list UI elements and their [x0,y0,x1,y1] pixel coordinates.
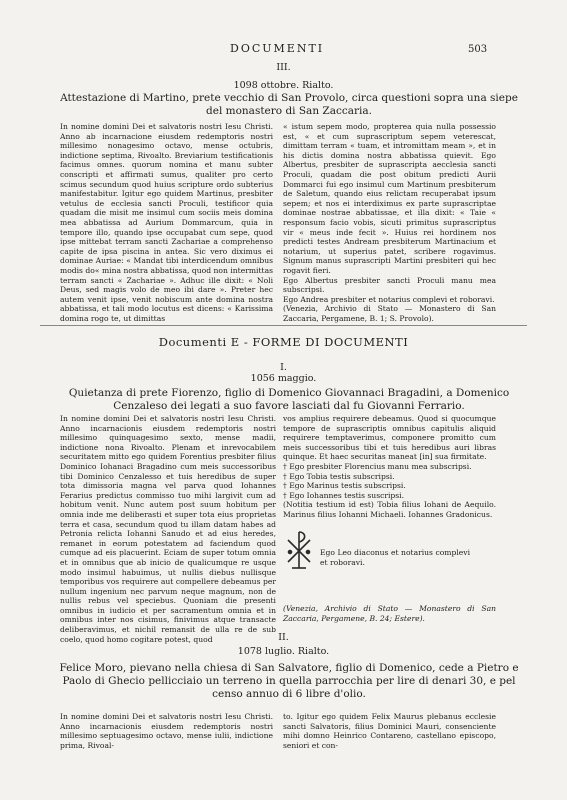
doc3-heading: Attestazione di Martino, prete vecchio di San Provolo, circa questioni sopra una siepe del monastero di San Zaccaria. [60,92,518,117]
doc3-column-left: In nomine domini Dei et salvatoris nostri Iesu Christi. Anno ab incarnacione eiusdem redemptoris nostri millesimo nonagesimo octavo, mense octubris, indictione septima, Rivoalto. Breviarium testificationis facimus omnes. quorum nomina et manu subter conscripti et affirmati sumus, qualiter pro certo scimus secundum quod huius scripture ordo subterius manifestabitur. Igitur ego quidem Martinus, presbiter vetulus de ecclesia sancti Proculi, testificor quia quadam die misit me insimul cum sociis meis domina mea abbatissa ad Aurium Dommarcum, quia in tempore illo, quando ipse occupabat cum sepe, quod ipse mittebat terram sancti Zachariae a comprehenso capite de ipsa piscina in antea. Sic vero diximus ei dominae Auriae: « Mandat tibi interdicendum omnibus modis do« mina nostra abbatissa, quod non intermittas terram sancti « Zachariae ». Adhuc ille dixit: « Noli Deus, sed magis volo de meo ibi dare ». Preter hec autem venit ipse, venit nobiscum ante domina nostra abbatissa, et tali modo locutus est dicens: « Karissima domina rogo te, ut dimittas [60,122,273,323]
doc3-column-right: « istum sepem modo, propterea quia nulla possessio est, « et cum suprascriptum sepem veterescat, dimittam terram « tuam, et intromittam meam », et in his dictis domina nostra abbatissa quievit. Ego Albertus, presbiter de suprascripta aecclesia sancti Proculi, quadam die post obitum predicti Aurii Dommarci fui ego insimul cum Martinum presbiterum de Saletum, quando eius relictam recuperabat ipsum sepem; et nos ei interdiximus ex parte suprascriptae dominae nostrae abbatissae, et illa dixit: « Taie « responsum facio vobis, sicuti primitus suprascriptus vir « meus inde fecit ». Huius rei hordinem nos predicti testes Andream presbiterum Martinacium et notarium, ut superius patet, scribere rogavimus. Signum manus suprascripti Martini presbiteri qui hec rogavit fieri. Ego Albertus presbiter sancti Proculi manu mea subscripsi. Ego Andrea presbiter et notarius complevi et roboravi. (Venezia, Archivio di Stato — Monastero di San Zaccaria, Pergamene, B. 1; S. Provolo). [283,122,496,323]
docii-date: 1078 luglio. Rialto. [237,646,330,657]
docii-number: II. [278,632,289,643]
header-title: DOCUMENTI [230,42,325,55]
doci-column-left: In nomine domini Dei et salvatoris nostri Iesu Christi. Anno incarnacionis eiusdem redemptoris nostri millesimo quinquagesimo sexto, mense madii, indictione nona Rivoalto. Plenam et inrevocabilem securitatem mitto ego quidem Forentius presbiter filius Dominico Iohanaci Bragadino cum meis successoribus tibi Dominico Cenzalesso et tuis heredibus de super tota dimissoria magna vel parva quod Iohannes Ferarius predictus commisso tuo mihi largivit cum ad hobitum venit. Nunc autem post suum hobitum per omnia inde me deliberasti et super tota eius proprietas terra et casa, secundum quod tu illam datam habes ad Petronia relicta Iohanni Sanudo et ad eius heredes, remanet in eorum potestatem ad faciendum quod cumque ad eis placuerint. Eciam de super totum omnia et in omnibus que ab inicio de qualicumque re usque modo insimul habuimus, ut nullis diebus nullisque temporibus vos requirere aut compellere debeamus per nullum ingenium nec parvum neque magnum, non de nullis rebus vel speciebus. Quoniam die presenti omnibus in iudicio et per sacramentum omnia et in omnibus inter nos cisimus, finivimus atque transacte deliberavimus, et nichil remansit de ulla re de sub coelo, quod homo cogitare potest, quod [60,414,276,644]
doci-column-right: vos amplius requirere debeamus. Quod si quocumque tempore de suprascriptis omnibus capitulis aliquid requirere temptaverimus, componere promitto cum meis successoribus tibi et tuis heredibus auri libras quinque. Et haec securitas maneat [in] sua firmitate. † Ego presbiter Florencius manu mea subscripsi. † Ego Tobia testis subscripsi. † Ego Marinus testis subscripsi. † Ego Iohannes testis suscripsi. (Notitia testium id est) Tobia filius Iohani de Aequilo. Marinus filius Iohanni Michaeli. Iohannes Gradonicus. [283,414,496,519]
doci-archive-note: (Venezia, Archivio di Stato — Monastero di San Zaccaria, Pergamene, B. 24; Estere). [283,604,496,623]
doci-heading: Quietanza di prete Fiorenzo, figlio di Domenico Giovannaci Bragadini, a Domenico Cenzaleso dei legati a suo favore lasciati dal fu Giovanni Ferrario. [68,387,510,412]
doci-number: I. [280,362,287,373]
doc3-date: 1098 ottobre. Rialto. [233,80,334,91]
doc3-number: III. [276,62,291,73]
doci-date: 1056 maggio. [250,373,317,384]
section-title: Documenti E - FORME DI DOCUMENTI [158,335,409,349]
doci-signature: Ego Leo diaconus et notarius complevi et roboravi. [320,548,470,567]
section-divider [40,325,527,326]
chrismon-signum [282,528,316,572]
docii-column-left: In nomine domini Dei et salvatoris nostri Iesu Christi. Anno incarnacionis eiusdem redemptoris nostri millesimo septuagesimo octavo, mense iulii, indictione prima, Rivoal- [60,712,273,750]
page-number: 503 [468,44,488,55]
docii-column-right: to. Igitur ego quidem Felix Maurus plebanus ecclesie sancti Salvatoris, filius Dominici Mauri, consenciente mihi domno Heinrico Contareno, castellano episcopo, seniori et con- [283,712,496,750]
docii-heading: Felice Moro, pievano nella chiesa di San Salvatore, figlio di Domenico, cede a Pietro e Paolo di Ghecio pellicciaio un terreno in quella parrocchia per lire di denari 30, e pel censo annuo di 6 libre d'olio. [59,662,519,700]
